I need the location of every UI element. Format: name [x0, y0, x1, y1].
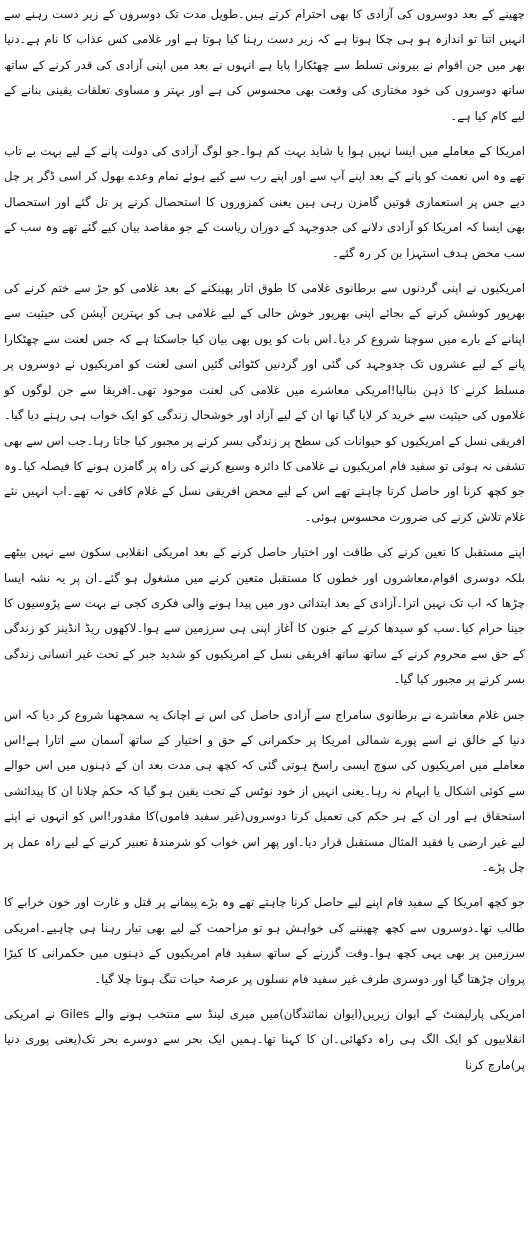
- paragraph-2: امریکا کے معاملے میں ایسا نہیں ہوا یا شاید بہت کم ہوا۔جو لوگ آزادی کی دولت پانے کے لیے بہت بے تاب تھے وہ اس نعمت کو پانے کے بعد اپنے آپ سے اور اپنے رب سے کیے ہوئے تمام وعدے بھول کر اسی ڈگر پر چل دیے جس پر استعماری قوتیں گامزن رہی ہیں یعنی کمزوروں کا استحصال کرنے پر تل گئے اور استحصال بھی ایسا کہ امریکا کو آزادی دلانے کی جدوجہد کے دوران ریاست کے جو مقاصد بیان کیے گئے تھے وہ سب کے سب محض ہدف استہزا بن کر رہ گئے۔: [4, 144, 525, 260]
- paragraph-6: جو کچھ امریکا کے سفید فام اپنے لیے حاصل کرنا چاہتے تھے وہ بڑے پیمانے پر قتل و غارت اور خون خرابے کا طالب تھا۔دوسروں سے کچھ چھیننے کی خواہش ہو تو مزاحمت کے لیے بھی تیار رہنا ہی چاہیے۔امریکی سرزمین پر بھی یہی کچھ ہوا۔وقت گزرنے کے ساتھ سفید فام امریکیوں کے ذہنوں میں حکمرانی کا کیڑا پروان چڑھتا گیا اور دوسری طرف غیر سفید فام نسلوں پر عرصۂ حیات تنگ ہوتا چلا گیا۔: [4, 895, 525, 986]
- paragraph-1: چھینے کے بعد دوسروں کی آزادی کا بھی احترام کرتے ہیں۔طویل مدت تک دوسروں کے زیر دست رہنے سے انہیں اتنا تو اندازہ ہو ہی چکا ہوتا ہے کہ زیر دست رہنا کیا ہوتا ہے اور غلامی کس عذاب کا نام ہے۔دنیا بھر میں جن اقوام نے بیرونی تسلط سے چھٹکارا پایا ہے انہوں نے بعد میں اپنی آزادی کی قدر کرنے کے ساتھ ساتھ دوسروں کی خود مختاری کی وقعت بھی محسوس کی ہے اور بہتر و مساوی تعلقات یقینی بنانے کے لیے کام کیا ہے۔: [4, 7, 525, 123]
- paragraph-4: اپنے مستقبل کا تعین کرنے کی طاقت اور اختیار حاصل کرنے کے بعد امریکی انقلابی سکون سے نہیں بیٹھے بلکہ دوسری اقوام،معاشروں اور خطوں کا مستقبل متعین کرنے میں مشغول ہو گئے۔ان پر یہ نشہ ایسا چڑھا کہ اب تک نہیں اترا۔آزادی کے بعد ابتدائی دور میں پیدا ہونے والی فکری کجی نے بہت سے پڑوسیوں کا جینا حرام کیا۔سب کو سیدھا کرنے کے جنون کا آغاز اپنی ہی سرزمین سے ہوا۔لاکھوں ریڈ انڈینز کو زندگی کے حق سے محروم کرنے کے ساتھ ساتھ افریقی نسل کے امریکیوں کو شدید جبر کے تحت غیر انسانی زندگی بسر کرنے پر مجبور کیا گیا۔: [4, 545, 525, 687]
- paragraph-5: جس غلام معاشرے نے برطانوی سامراج سے آزادی حاصل کی اس نے اچانک یہ سمجھنا شروع کر دیا کہ اس دنیا کے خالق نے اسے پورے شمالی امریکا پر حکمرانی کے حق و اختیار کے ساتھ آسمان سے اتارا ہے!اس معاملے میں امریکیوں کی سوچ ایسی راسخ ہوتی گئی کہ کچھ ہی مدت بعد ان کے ذہنوں میں اس حوالے سے کوئی اشکال یا ابہام نہ رہا۔یعنی انہیں از خود نوٹس کے تحت یقین ہو گیا کہ حکم چلانا ان کا پیدائشی استحقاق ہے اور ان کے ہر حکم کی تعمیل کرنا دوسروں(غیر سفید فاموں)کا مقدور!اس کو انہوں نے اپنے لیے غیر ارضی یا فقید المثال مستقبل قرار دیا۔اور پھر اس خواب کو شرمندۂ تعبیر کرنے کے لیے راہ عمل پر چل پڑے۔: [4, 707, 525, 874]
- paragraph-3: امریکیوں نے اپنی گردنوں سے برطانوی غلامی کا طوق اتار پھینکنے کے بعد غلامی کو جڑ سے ختم کرنے کی بھرپور کوشش کرنے کے بجائے اپنی بھرپور خوش حالی کے لیے غلامی ہی کو بہترین آپشن کی حیثیت سے اپنانے کے بارے میں سوچنا شروع کر دیا۔اس بات کو یوں بھی بیان کیا جاسکتا ہے کہ جس لعنت سے چھٹکارا پانے کے لیے عشروں تک جدوجہد کی گئی اور گردنیں کٹوائی گئیں اسی لعنت کو امریکیوں نے دوسروں پر مسلط کرنے کا ذہن بنالیا!امریکی معاشرے میں غلامی کی لعنت موجود تھی۔افریقا سے جن لوگوں کو غلاموں کی حیثیت سے خرید کر لایا گیا تھا ان کے لیے آزاد اور خوشحال زندگی کو ایک خواب ہی رہنے دیا گیا۔افریقی نسل کے امریکیوں کو حیوانات کی سطح پر زندگی بسر کرنے پر مجبور کیا جاتا رہا۔جب اس سے بھی تشفی نہ ہوئی تو سفید فام امریکیوں نے غلامی کا دائرہ وسیع کرنے کی راہ پر گامزن ہونے کا فیصلہ کیا۔وہ جو کچھ کرنا اور حاصل کرنا چاہتے تھے اس کے لیے محض افریقی نسل کے غلام کافی نہ تھے۔اب انہیں نئے غلام تلاش کرنے کی ضرورت محسوس ہوئی۔: [4, 281, 525, 524]
- paragraph-7: امریکی پارلیمنٹ کے ایوان زیریں(ایوان نمائندگان)میں میری لینڈ سے منتخب ہونے والے Giles نے امریکی انقلابیوں کو ایک الگ ہی راہ دکھائی۔ان کا کہنا تھا۔ہمیں ایک بحر سے دوسرے بحر تک(یعنی پوری دنیا پر)مارچ کرنا: [4, 1007, 525, 1072]
